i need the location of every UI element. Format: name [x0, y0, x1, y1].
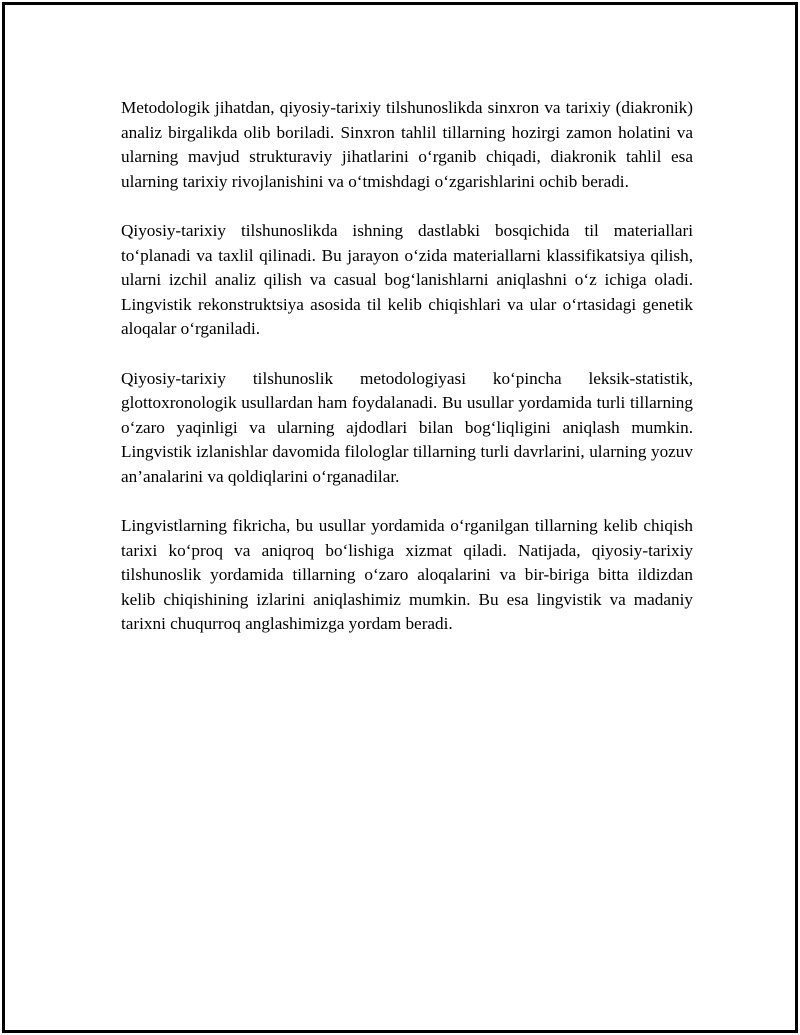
- paragraph-2: Qiyosiy-tarixiy tilshunoslikda ishning dastlabki bosqichida til materiallari to‘planadi va taxlil qilinadi. Bu jarayon o‘zida materiallarni klassifikatsiya qilish, ularni izchil analiz qilish va casual bog‘lanishlarni aniqlashni o‘z ichiga oladi. Lingvistik rekonstruktsiya asosida til kelib chiqishlari va ular o‘rtasidagi genetik aloqalar o‘rganiladi.: [121, 220, 693, 339]
- paragraph-1: Metodologik jihatdan, qiyosiy-tarixiy tilshunoslikda sinxron va tarixiy (diakronik) analiz birgalikda olib boriladi. Sinxron tahlil tillarning hozirgi zamon holatini va ularning mavjud strukturaviy jihatlarini o‘rganib chiqadi, diakronik tahlil esa ularning tarixiy rivojlanishini va o‘tmishdagi o‘zgarishlarini ochib beradi.: [121, 98, 693, 191]
- document-body: [121, 96, 693, 662]
- paragraph-4: Lingvistlarning fikricha, bu usullar yordamida o‘rganilgan tillarning kelib chiqish tarixi ko‘proq va aniqroq bo‘lishiga xizmat qiladi. Natijada, qiyosiy-tarixiy tilshunoslik yordamida tillarning o‘zaro aloqalarini va bir-biriga bitta ildizdan kelib chiqishining izlarini aniqlashimiz mumkin. Bu esa lingvistik va madaniy tarixni chuqurroq anglashimizga yordam beradi.: [121, 516, 693, 634]
- paragraph-3: Qiyosiy-tarixiy tilshunoslik metodologiyasi ko‘pincha leksik-statistik, glottoxronologik usullardan ham foydalanadi. Bu usullar yordamida turli tillarning o‘zaro yaqinligi va ularning ajdodlari bilan bog‘liqligini aniqlash mumkin. Lingvistik izlanishlar davomida filologlar tillarning turli davrlarini, ularning yozuv an’analarini va qoldiqlarini o‘rganadilar.: [121, 368, 693, 486]
- page-frame: [2, 2, 798, 1033]
